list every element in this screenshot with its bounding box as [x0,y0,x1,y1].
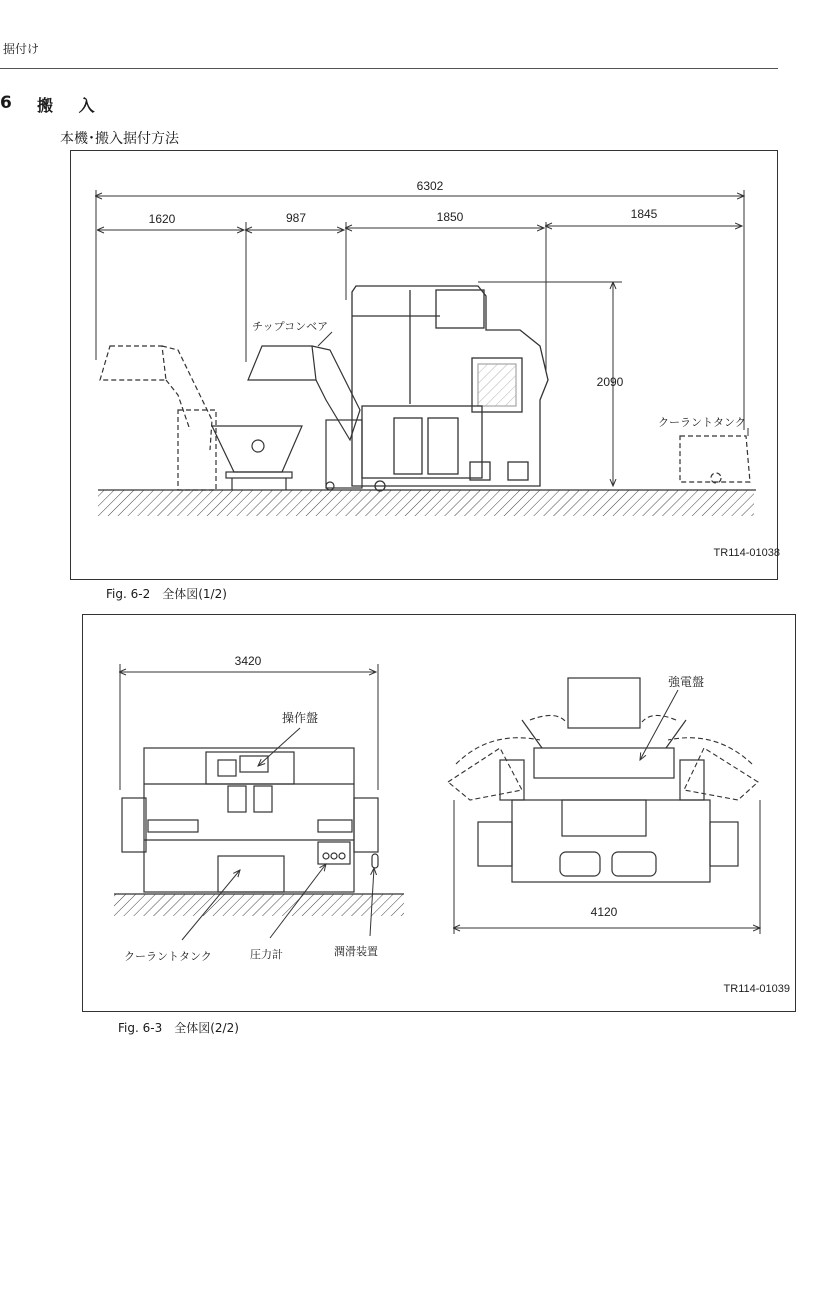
fig2-label-lubrication-unit: 潤滑装置 [334,946,378,958]
fig1-chip-bucket [212,426,302,490]
fig1-dim-height: 2090 [596,375,624,389]
page-header-label: 据付け [3,42,40,56]
figure-2-drawing [0,600,824,1020]
fig1-ground-hatch [98,490,754,516]
fig2-label-pressure-gauge: 圧力計 [250,949,283,961]
fig1-dim-total: 6302 [416,179,444,193]
fig1-ref: TR114-01038 [713,547,780,559]
fig2-label-coolant-tank: クーラントタンク [124,951,212,963]
section-number: 6 [0,93,12,113]
fig2-dim-width-side: 4120 [590,905,618,919]
fig1-label-coolant-tank: クーラントタンク [658,417,746,429]
fig2-ref: TR114-01039 [723,983,790,995]
section-title: 搬 入 [37,96,105,115]
fig1-coolant-tank [680,436,750,483]
subheading: 本機･搬入据付方法 [60,131,179,147]
fig1-dim-d1: 1620 [148,212,176,226]
fig1-conveyor-dashed [100,346,216,490]
fig2-dim-width-front: 3420 [234,654,262,668]
fig1-dimension-lines [96,190,744,486]
fig1-main-machine [352,286,548,491]
fig1-chip-conveyor [248,346,362,490]
fig2-front-machine [122,748,378,892]
fig1-label-chip-conveyor: チップコンベア [252,321,329,333]
fig1-dim-d4: 1845 [630,207,658,221]
fig1-dim-d2: 987 [285,211,307,225]
fig1-dim-d3: 1850 [436,210,464,224]
figure-1-caption: Fig. 6-2 全体図(1/2) [106,587,227,601]
figure-2-caption: Fig. 6-3 全体図(2/2) [118,1021,239,1035]
fig2-ground-hatch [114,894,404,916]
figure-1-drawing [0,0,824,600]
fig2-label-power-panel: 強電盤 [668,675,705,689]
fig2-label-operation-panel: 操作盤 [282,711,319,725]
